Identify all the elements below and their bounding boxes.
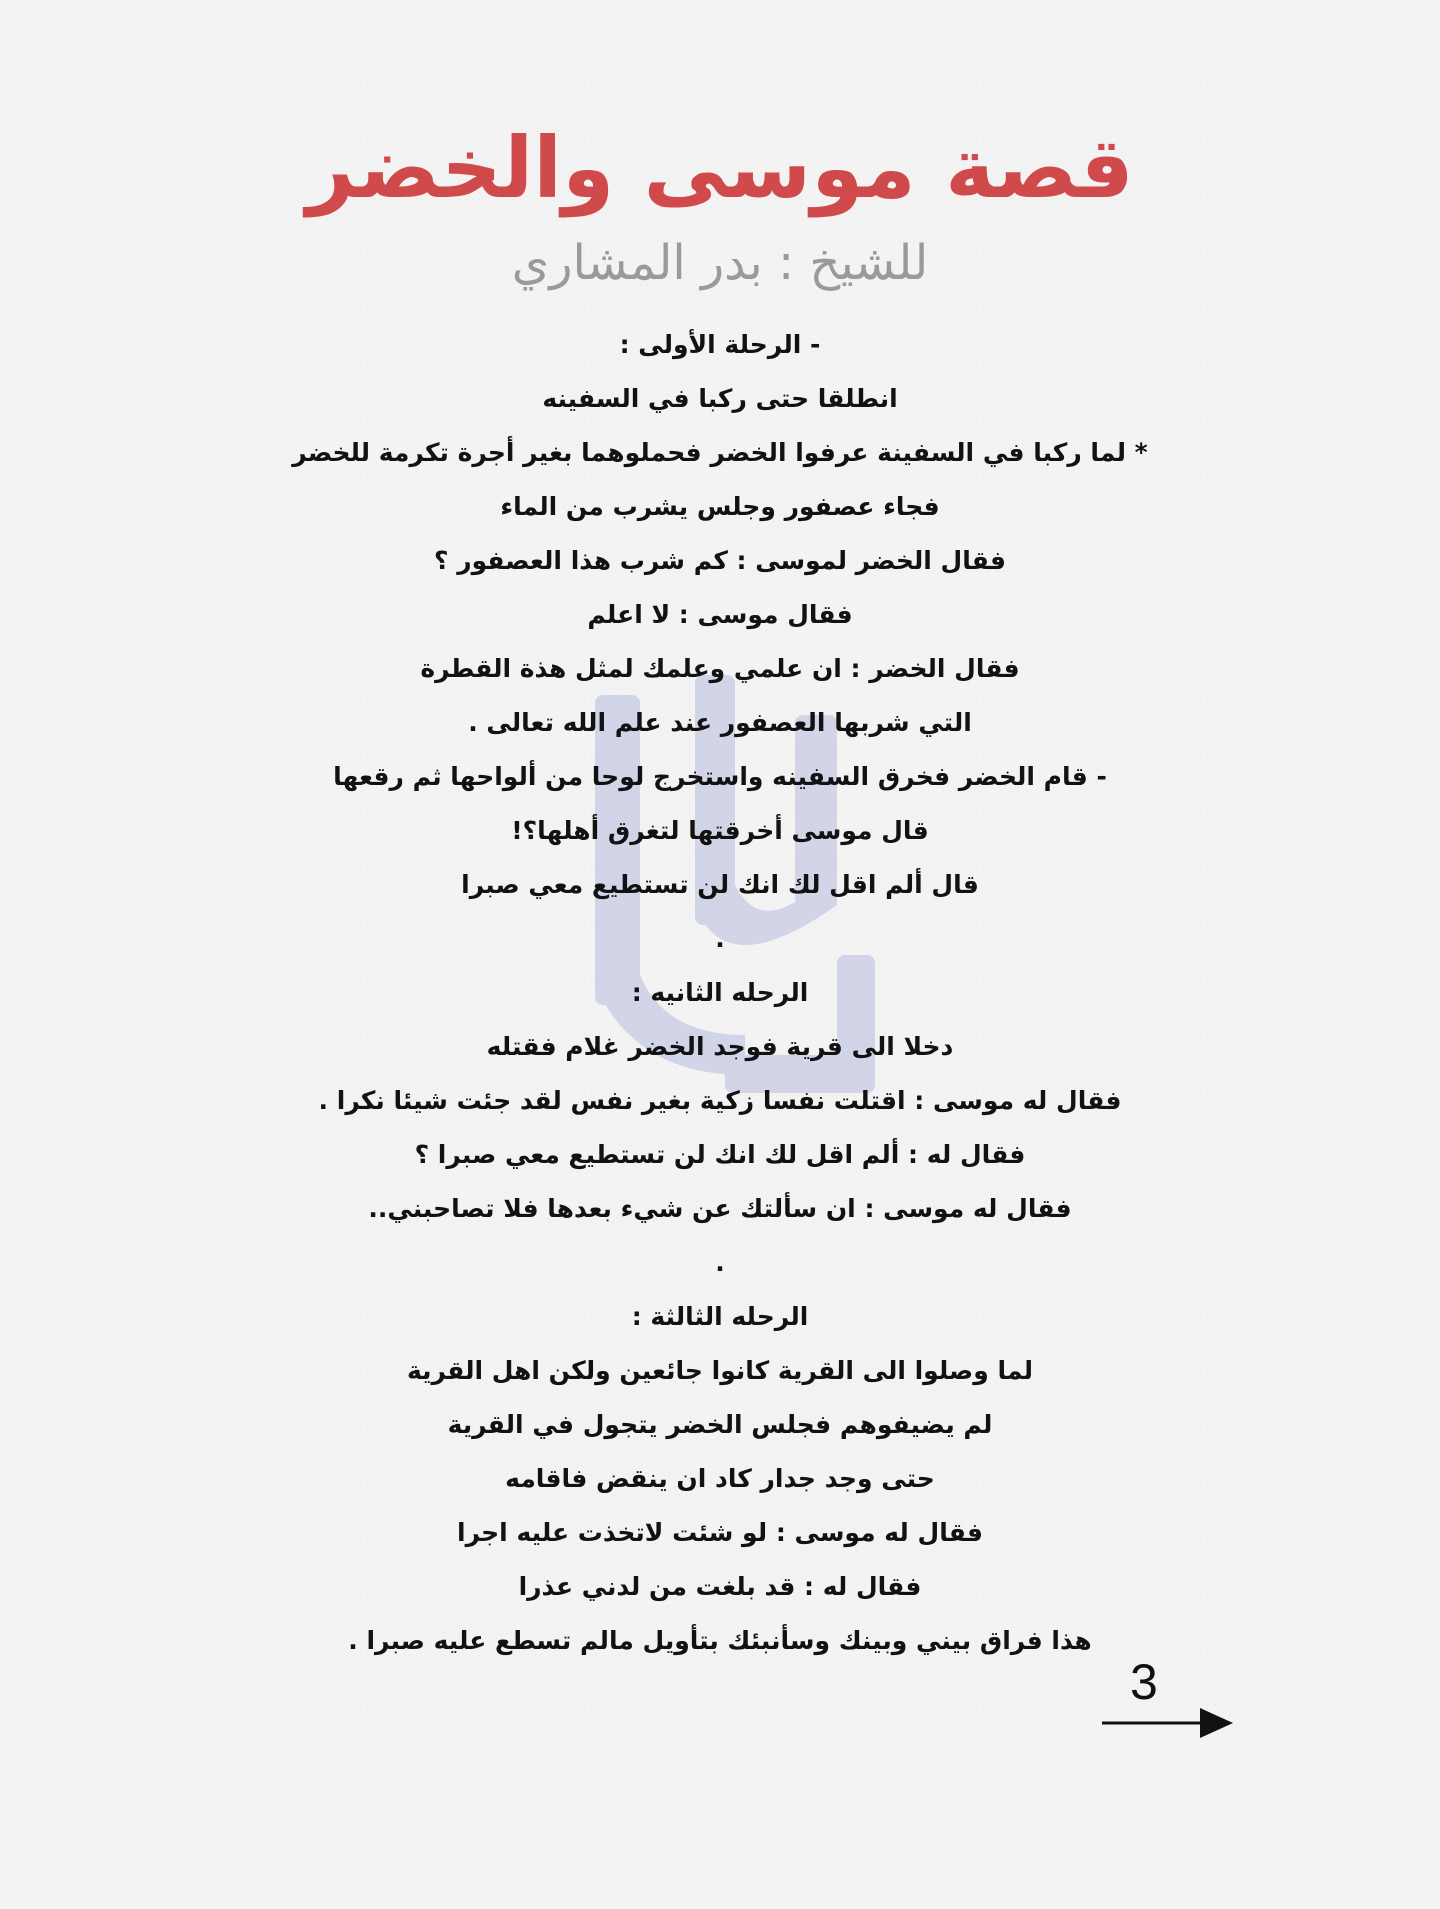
author-subtitle: للشيخ : بدر المشاري: [511, 235, 929, 291]
separator-dot: .: [715, 924, 725, 953]
section-heading: الرحله الثانيه :: [631, 978, 809, 1007]
story-line: حتى وجد جدار كاد ان ينقض فاقامه: [505, 1464, 935, 1493]
story-line: - قام الخضر فخرق السفينه واستخرج لوحا من ألواحها ثم رقعها: [333, 762, 1107, 791]
story-line: فقال له : قد بلغت من لدني عذرا: [518, 1572, 922, 1601]
story-line: فقال له موسى : لو شئت لاتخذت عليه اجرا: [457, 1518, 983, 1547]
story-line: - الرحلة الأولى :: [619, 330, 821, 359]
story-line: لما وصلوا الى القرية كانوا جائعين ولكن اهل القرية: [406, 1356, 1033, 1385]
story-line: فقال له : ألم اقل لك انك لن تستطيع معي صبرا ؟: [414, 1140, 1026, 1169]
story-body: [200, 318, 1240, 1668]
separator-dot: .: [715, 1248, 725, 1277]
story-line: فجاء عصفور وجلس يشرب من الماء: [500, 492, 940, 521]
story-line: فقال الخضر : ان علمي وعلمك لمثل هذة القطرة: [420, 654, 1020, 683]
page-number: 3: [1130, 1654, 1158, 1710]
story-line: فقال موسى : لا اعلم: [587, 600, 853, 629]
right-arrow-icon[interactable]: [1100, 1703, 1235, 1743]
story-line: دخلا الى قرية فوجد الخضر غلام فقتله: [486, 1032, 954, 1061]
story-line: * لما ركبا في السفينة عرفوا الخضر فحملوهما بغير أجرة تكرمة للخضر: [292, 438, 1148, 467]
story-line: قال ألم اقل لك انك لن تستطيع معي صبرا: [461, 870, 979, 899]
story-line: فقال الخضر لموسى : كم شرب هذا العصفور ؟: [434, 546, 1006, 575]
story-line: قال موسى أخرقتها لتغرق أهلها؟!: [511, 816, 929, 845]
story-line: لم يضيفوهم فجلس الخضر يتجول في القرية: [447, 1410, 993, 1439]
story-line: هذا فراق بيني وبينك وسأنبئك بتأويل مالم تسطع عليه صبرا .: [348, 1626, 1092, 1655]
story-line: فقال له موسى : اقتلت نفسا زكية بغير نفس لقد جئت شيئا نكرا .: [318, 1086, 1122, 1115]
story-line: التي شربها العصفور عند علم الله تعالى .: [468, 708, 972, 737]
document-title: قصة موسى والخضر: [306, 119, 1134, 217]
story-line: فقال له موسى : ان سألتك عن شيء بعدها فلا تصاحبني..: [368, 1194, 1072, 1223]
story-line: انطلقا حتى ركبا في السفينه: [542, 384, 898, 413]
section-heading: الرحله الثالثة :: [631, 1302, 809, 1331]
